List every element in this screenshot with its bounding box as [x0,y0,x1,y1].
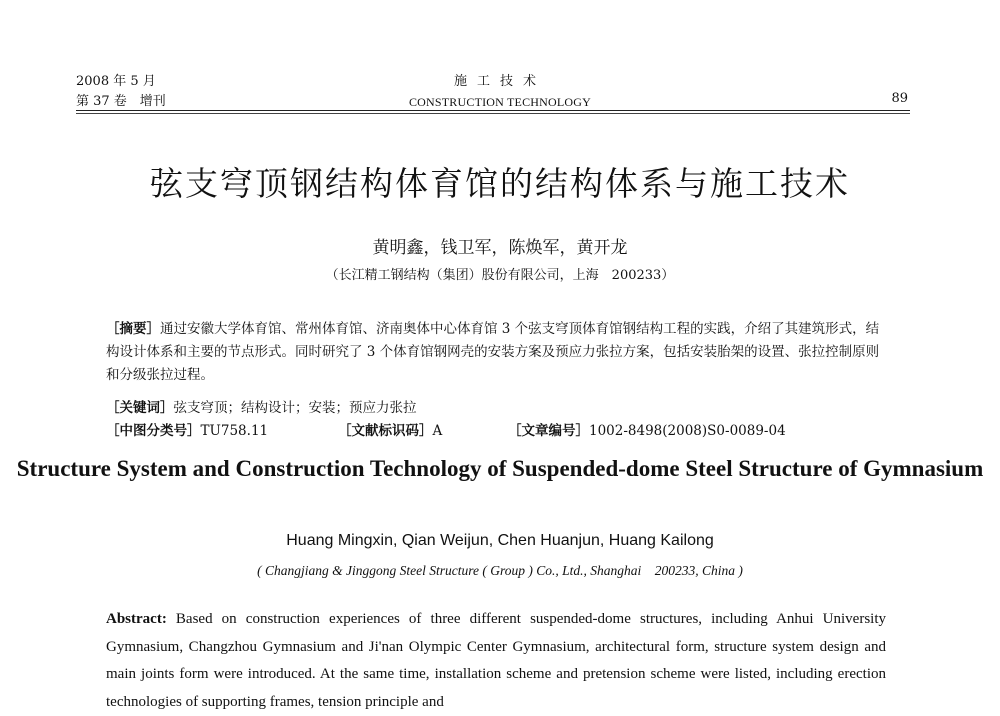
header-rule-thick [76,110,910,111]
authors-english: Huang Mingxin, Qian Weijun, Chen Huanjun, Huang Kailong [286,532,714,549]
keywords-label: ［关键词］ [106,400,174,416]
journal-name-cn: 施工技术 [453,74,546,89]
abstract-text-en: Based on construction experiences of three different suspended-dome structures, including Anhui University Gymnasium, Changzhou Gymnasium and Ji'nan Olympic Center Gymnasium, architectural form, structure system design and main joints form were introduced. At the same time, installation scheme and pretension scheme were listed, including erection technologies of supporting frames, tension principle and [106,611,886,710]
clc-number [106,419,268,439]
issue-date: 2008 年 5 月 [76,74,156,89]
clc-label: ［中图分类号］ [106,423,201,439]
abstract-chinese [106,318,886,387]
header-rule-thin [76,113,910,114]
document-code [338,419,442,439]
doc-value: A [432,423,443,439]
abstract-text-cn: 通过安徽大学体育馆、常州体育馆、济南奥体中心体育馆 3 个弦支穹顶体育馆钢结构工程的实践，介绍了其建筑形式，结构设计体系和主要的节点形式。同时研究了 3 个体育馆钢网壳的安装方案及预应力张拉方案，包括安装胎架的设置、张拉控制原则和分级张拉过程。 [106,321,880,383]
volume-info: 第 37 卷 增刊 [76,94,166,109]
authors-chinese: 黄明鑫，钱卫军，陈焕军，黄开龙 [372,238,628,258]
clc-value: TU758.11 [200,423,269,439]
affiliation-english: ( Changjiang & Jinggong Steel Structure ( Group ) Co., Ltd., Shanghai 200233, China ) [257,563,743,578]
page-number: 89 [891,91,908,106]
abstract-label-cn: ［摘要］ [106,321,160,337]
affiliation-chinese: （长江精工钢结构（集团）股份有限公司，上海 200233） [325,268,675,283]
doc-label: ［文献标识码］ [338,423,433,439]
keywords-chinese [106,396,417,416]
abstract-english [106,606,886,716]
article-label: ［文章编号］ [508,423,589,439]
keywords-text: 弦支穹顶；结构设计；安装；预应力张拉 [173,400,417,416]
running-header-center [0,72,1000,112]
article-value: 1002-8498(2008)S0-0089-04 [589,423,786,439]
title-chinese: 弦支穹顶钢结构体育馆的结构体系与施工技术 [150,164,850,203]
article-number [508,419,786,439]
abstract-label-en: Abstract: [106,611,167,627]
title-english: Structure System and Construction Technology of Suspended-dome Steel Structure of Gymnasium [16,456,984,481]
journal-name-en: CONSTRUCTION TECHNOLOGY [408,95,592,109]
